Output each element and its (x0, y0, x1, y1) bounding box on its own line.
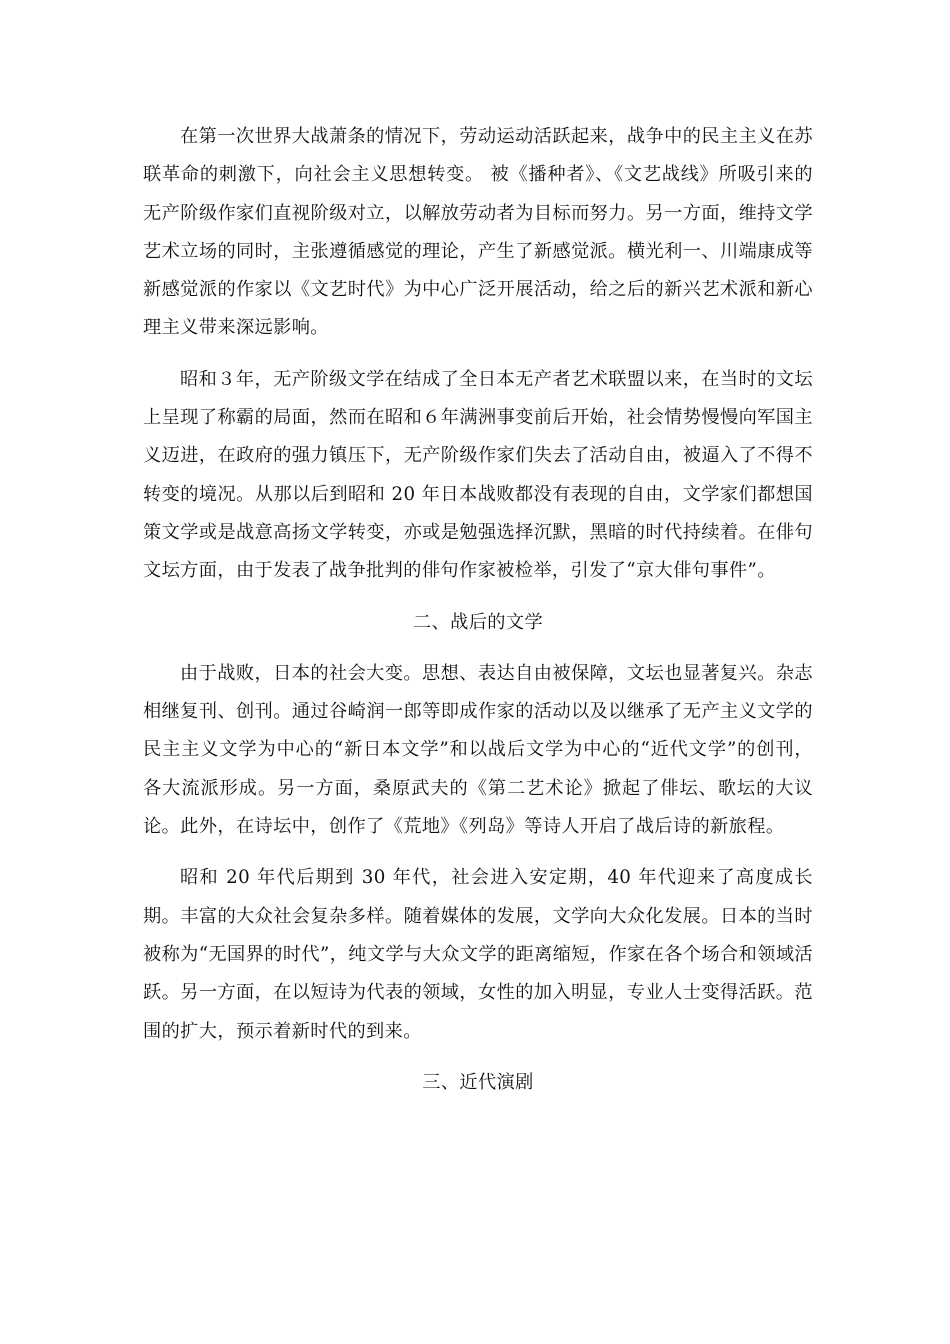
paragraph-growth-era: 昭和 20 年代后期到 30 年代，社会进入安定期，40 年代迎来了高度成长期。丰富的大众社会复杂多样。随着媒体的发展，文学向大众化发展。日本的当时被称为“无国界的时代”，纯文学与大众文学的距离缩短，作家在各个场合和领域活跃。另一方面，在以短诗为代表的领域，女性的加入明显，专业人士变得活跃。范围的扩大，预示着新时代的到来。 (143, 867, 813, 1042)
document-body (143, 118, 813, 1115)
paragraph-postwar-revival: 由于战败，日本的社会大变。思想、表达自由被保障，文坛也显著复兴。杂志相继复刊、创刊。通过谷崎润一郎等即成作家的活动以及以继承了无产主义文学的民主主义文学为中心的“新日本文学”和以战后文学为中心的“近代文学”的创刊，各大流派形成。另一方面，桑原武夫的《第二艺术论》掀起了俳坛、歌坛的大议论。此外，在诗坛中，创作了《荒地》《列岛》等诗人开启了战后诗的新旅程。 (143, 662, 813, 838)
paragraph-showa-proletarian: 昭和３年，无产阶级文学在结成了全日本无产者艺术联盟以来，在当时的文坛上呈现了称霸的局面，然而在昭和６年满洲事变前后开始，社会情势慢慢向军国主义迈进，在政府的强力镇压下，无产阶级作家们失去了活动自由，被逼入了不得不转变的境况。从那以后到昭和 20 年日本战败都没有表现的自由，文学家们都想国策文学或是战意高扬文学转变，亦或是勉强选择沉默，黑暗的时代持续着。在俳句文坛方面，由于发表了战争批判的俳句作家被检举，引发了“京大俳句事件”。 (143, 368, 813, 582)
paragraph-wwi-movements: 在第一次世界大战萧条的情况下，劳动运动活跃起来，战争中的民主主义在苏联革命的刺激下，向社会主义思想转变。 被《播种者》、《文艺战线》所吸引来的无产阶级作家们直视阶级对立，以解放劳动者为目标而努力。另一方面，维持文学艺术立场的同时，主张遵循感觉的理论，产生了新感觉派。横光利一、川端康成等新感觉派的作家以《文艺时代》为中心广泛开展活动，给之后的新兴艺术派和新心理主义带来深远影响。 (143, 126, 813, 339)
section-heading-modern-drama: 三、近代演剧 (422, 1071, 534, 1093)
section-heading-postwar-literature: 二、战后的文学 (412, 611, 544, 633)
